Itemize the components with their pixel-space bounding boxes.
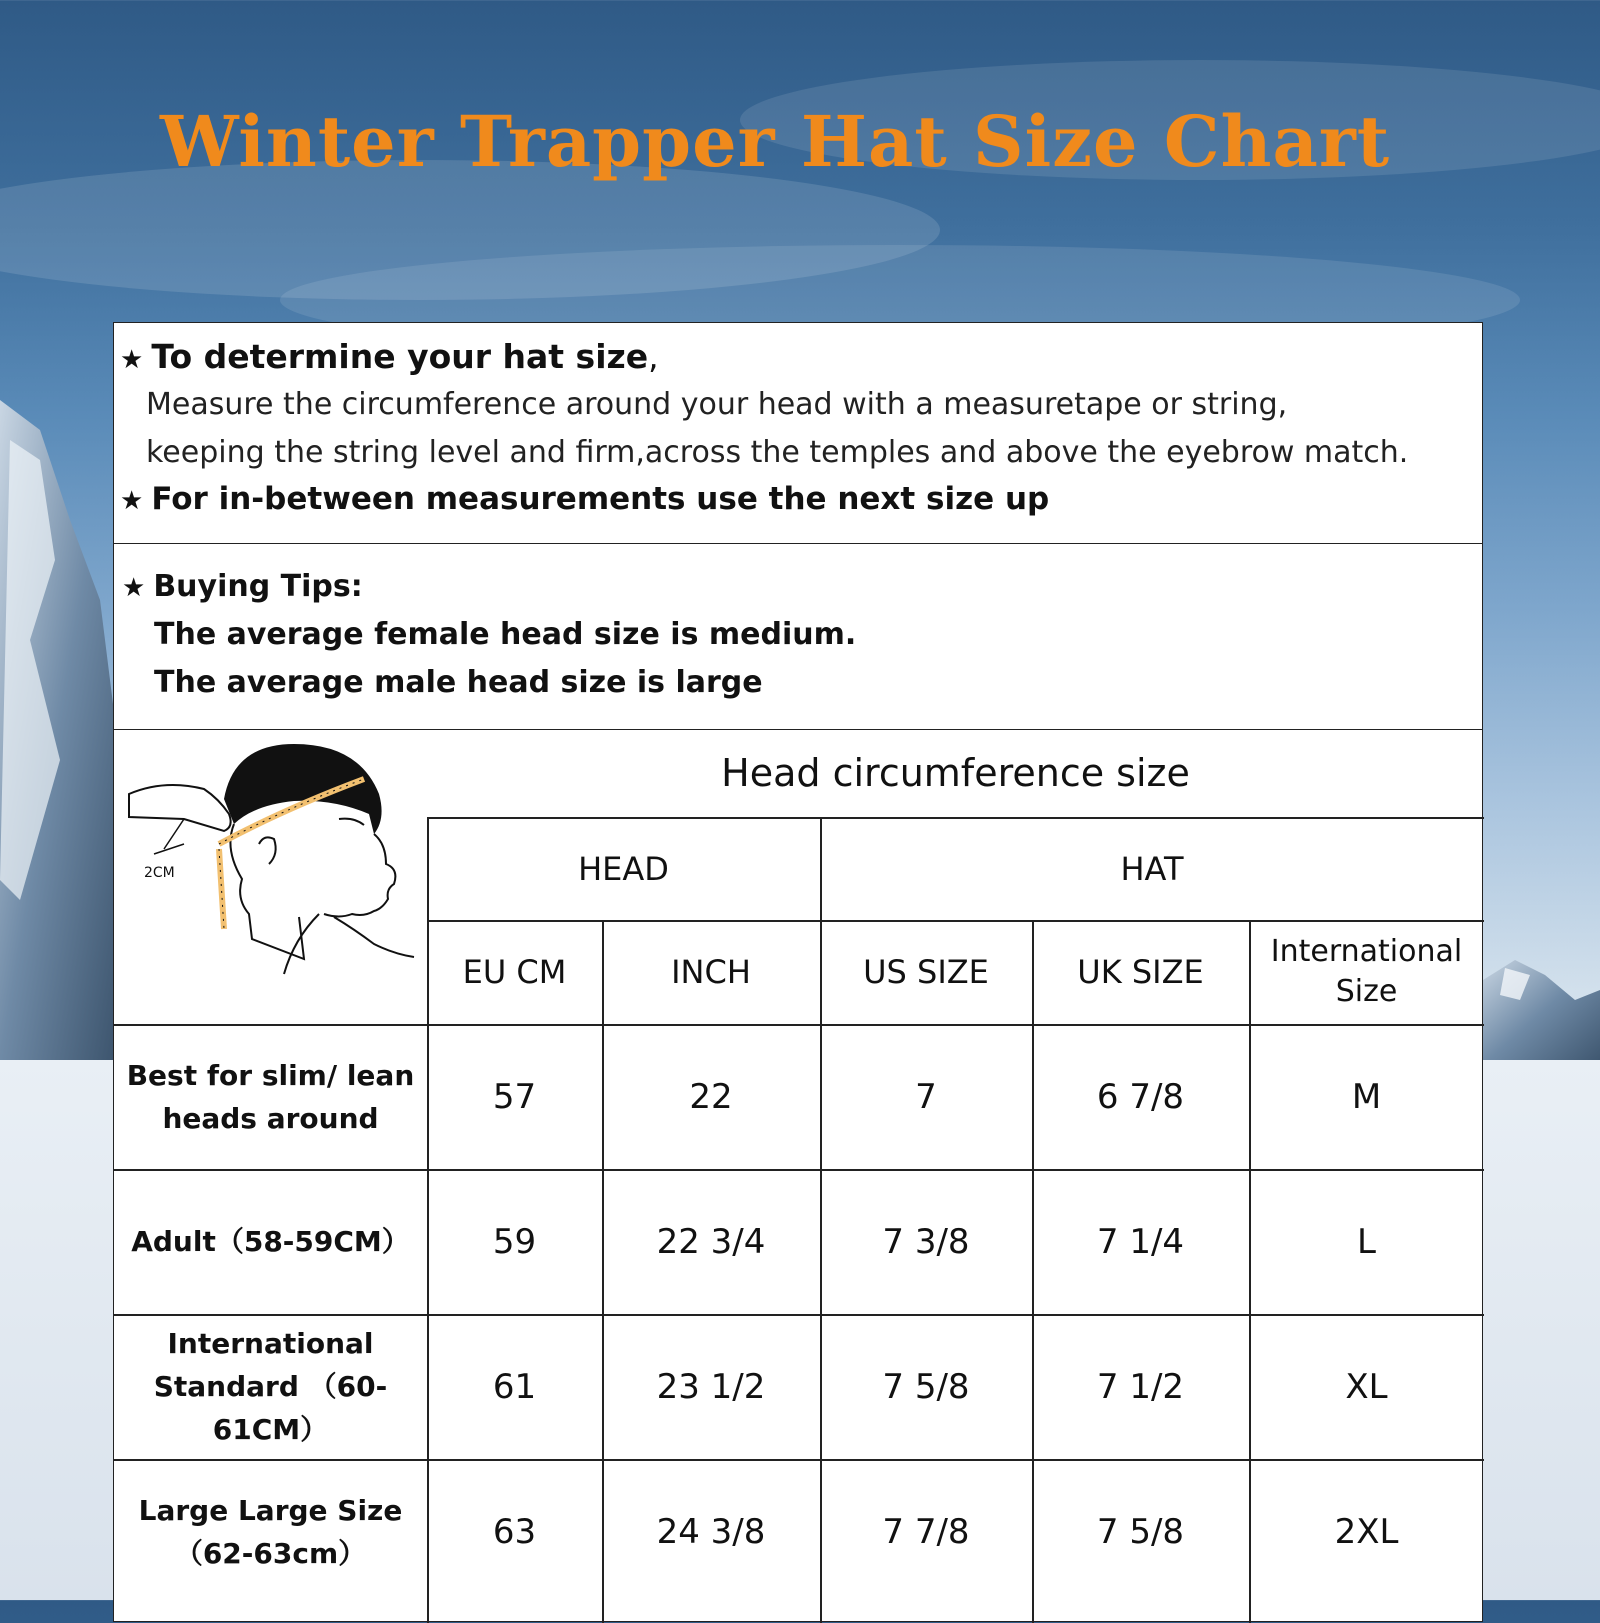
cell-eu-cm: 63 — [492, 1511, 537, 1552]
cell-us-size: 7 — [915, 1076, 937, 1117]
cell-inch: 22 3/4 — [656, 1221, 766, 1262]
grid-line — [1032, 920, 1034, 1623]
column-header-uk-size: UK SIZE — [1077, 953, 1204, 991]
cell-us-size: 7 5/8 — [882, 1366, 970, 1407]
grid-line — [427, 817, 1484, 819]
instructions-heading: ★ To determine your hat size, — [120, 337, 659, 376]
cell-inch: 22 — [689, 1076, 733, 1117]
buying-tips — [114, 543, 1482, 730]
instructions-tip: ★ For in-between measurements use the next size up — [120, 481, 1050, 517]
table-caption: Head circumference size — [721, 751, 1190, 795]
size-chart-card — [113, 322, 1483, 1622]
row-label: International Standard （60-61CM） — [153, 1327, 388, 1446]
grid-line — [114, 1314, 1484, 1316]
cell-international-size: 2XL — [1334, 1511, 1399, 1552]
group-header-hat: HAT — [1120, 849, 1184, 888]
row-label: Large Large Size （62-63cm） — [138, 1493, 403, 1570]
illustration-label: 2CM — [144, 865, 175, 881]
grid-line — [602, 920, 604, 1623]
grid-line — [427, 920, 1484, 922]
group-header-head: HEAD — [578, 849, 669, 888]
column-header-eu-cm: EU CM — [462, 953, 567, 991]
grid-line — [427, 817, 429, 1623]
column-header-us-size: US SIZE — [863, 953, 989, 991]
star-icon: ★ — [120, 345, 144, 375]
grid-line — [114, 1459, 1484, 1461]
size-table — [114, 729, 1484, 1623]
buying-tips-heading: ★ Buying Tips: — [122, 569, 363, 604]
grid-line — [114, 1169, 1484, 1171]
row-label: Best for slim/ lean heads around — [126, 1058, 415, 1135]
instructions-line-2: keeping the string level and firm,across the temples and above the eyebrow match. — [146, 435, 1409, 470]
buying-tip-male: The average male head size is large — [154, 665, 763, 700]
grid-line — [1249, 920, 1251, 1623]
cell-uk-size: 7 1/2 — [1096, 1366, 1185, 1407]
cell-us-size: 7 7/8 — [882, 1511, 970, 1552]
instructions-line-1: Measure the circumference around your head with a measuretape or string, — [146, 387, 1288, 422]
cell-international-size: XL — [1345, 1366, 1388, 1407]
cell-international-size: L — [1357, 1221, 1376, 1262]
cell-uk-size: 7 1/4 — [1096, 1221, 1185, 1262]
cell-inch: 23 1/2 — [656, 1366, 766, 1407]
cell-eu-cm: 57 — [492, 1076, 537, 1117]
measuring-instructions — [114, 323, 1482, 544]
buying-tip-female: The average female head size is medium. — [154, 617, 857, 652]
cell-inch: 24 3/8 — [656, 1511, 766, 1552]
chart-title: Winter Trapper Hat Size Chart — [159, 100, 1391, 183]
column-header-international-size: International Size — [1270, 934, 1463, 1009]
cell-eu-cm: 59 — [492, 1221, 537, 1262]
column-header-inch: INCH — [671, 953, 751, 991]
cell-us-size: 7 3/8 — [882, 1221, 970, 1262]
cell-international-size: M — [1351, 1076, 1382, 1117]
grid-line — [820, 817, 822, 1623]
star-icon: ★ — [120, 486, 144, 516]
grid-line — [114, 1024, 1484, 1026]
row-label: Adult（58-59CM） — [131, 1225, 410, 1258]
cell-uk-size: 7 5/8 — [1096, 1511, 1185, 1552]
star-icon: ★ — [122, 573, 146, 603]
cell-eu-cm: 61 — [492, 1366, 537, 1407]
cell-uk-size: 6 7/8 — [1096, 1076, 1185, 1117]
